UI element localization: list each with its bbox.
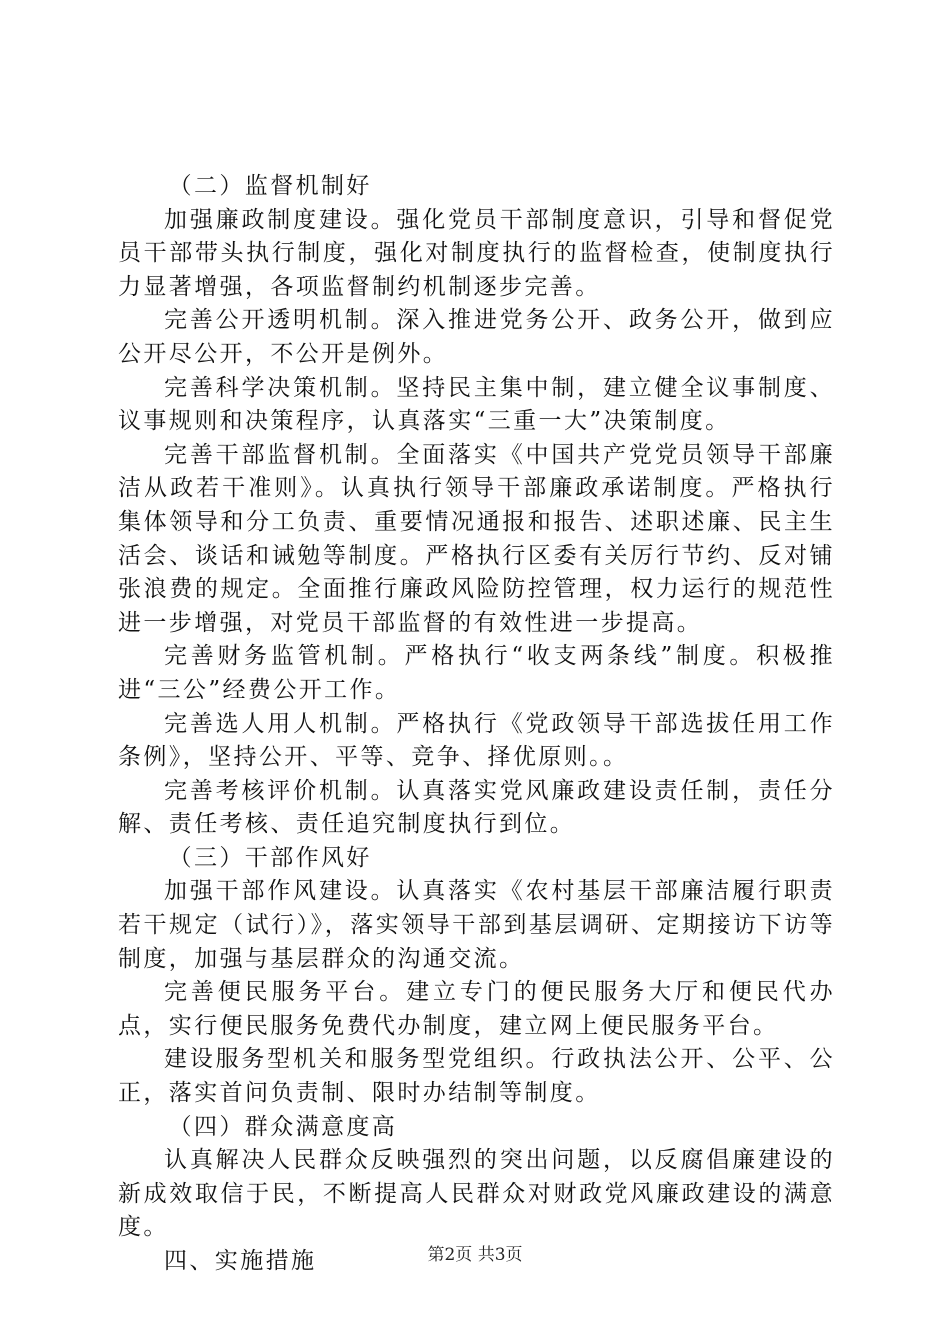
document-body [118,170,835,1279]
paragraph-assessment: 完善考核评价机制。认真落实党风廉政建设责任制，责任分解、责任考核、责任追究制度执行到位。 [118,777,835,838]
paragraph-service-platform: 完善便民服务平台。建立专门的便民服务大厅和便民代办点，实行便民服务免费代办制度，建立网上便民服务平台。 [118,979,835,1039]
paragraph-satisfaction: 认真解决人民群众反映强烈的突出问题，以反腐倡廉建设的新成效取信于民，不断提高人民群众对财政党风廉政建设的满意度。 [118,1147,835,1241]
page-number-footer: 第2页 共3页 [427,1245,523,1265]
paragraph-decision-making: 完善科学决策机制。坚持民主集中制，建立健全议事制度、议事规则和决策程序，认真落实“三重一大”决策制度。 [118,374,835,435]
paragraph-service-organization: 建设服务型机关和服务型党组织。行政执法公开、公平、公正，落实首问负责制、限时办结制等制度。 [118,1046,835,1107]
section-heading-measures: 四、实施措施 [164,1248,317,1274]
section-heading-work-style: （三）干部作风好 [168,844,372,871]
paragraph-work-style-building: 加强干部作风建设。认真落实《农村基层干部廉洁履行职责若干规定（试行）》，落实领导干部到基层调研、定期接访下访等制度，加强与基层群众的沟通交流。 [118,878,835,972]
section-heading-supervision: （二）监督机制好 [168,173,372,199]
paragraph-cadre-supervision: 完善干部监督机制。全面落实《中国共产党党员领导干部廉洁从政若干准则》。认真执行领导干部廉政承诺制度。严格执行集体领导和分工负责、重要情况通报和报告、述职述廉、民主生活会、谈话和诫勉等制度。严格执行区委有关厉行节约、反对铺张浪费的规定。全面推行廉政风险防控管理，权力运行的规范性进一步增强，对党员干部监督的有效性进一步提高。 [118,441,835,636]
paragraph-personnel-selection: 完善选人用人机制。严格执行《党政领导干部选拔任用工作条例》，坚持公开、平等、竞争、择优原则。。 [118,710,835,771]
paragraph-integrity-system: 加强廉政制度建设。强化党员干部制度意识，引导和督促党员干部带头执行制度，强化对制度执行的监督检查，使制度执行力显著增强，各项监督制约机制逐步完善。 [118,206,835,300]
paragraph-financial-supervision: 完善财务监管机制。严格执行“收支两条线”制度。积极推进“三公”经费公开工作。 [118,643,835,703]
paragraph-transparency: 完善公开透明机制。深入推进党务公开、政务公开，做到应公开尽公开，不公开是例外。 [118,307,835,367]
section-heading-satisfaction: （四）群众满意度高 [168,1113,398,1140]
